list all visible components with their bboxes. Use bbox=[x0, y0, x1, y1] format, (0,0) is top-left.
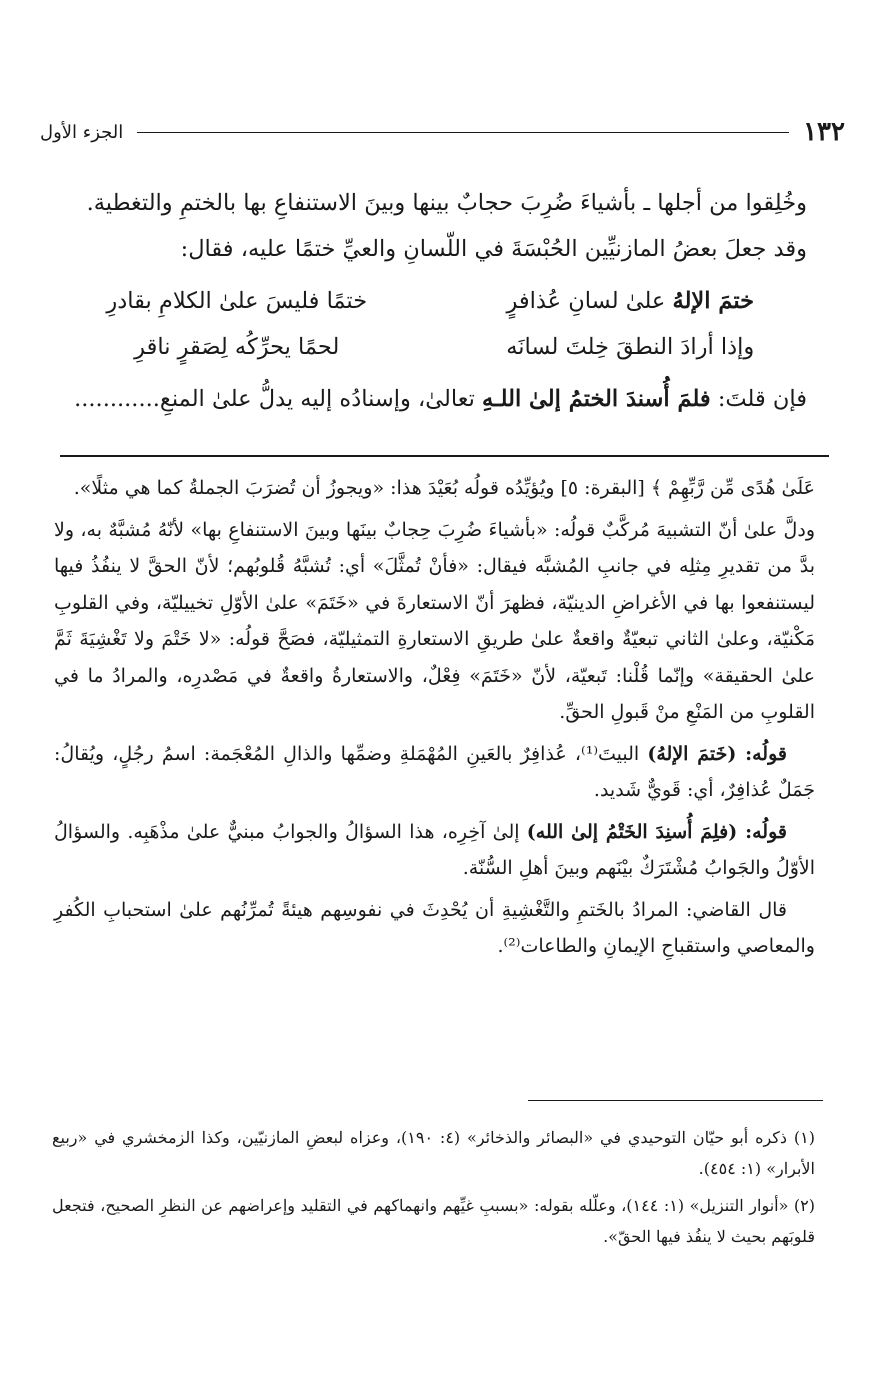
commentary-p2-bold: قولُه: (خَتمَ الإلهُ) bbox=[647, 742, 787, 765]
verse-1-second-hemistich: ختمًا فليسَ علىٰ الكلامِ بقادرِ bbox=[106, 288, 368, 314]
running-title: الجزء الأول bbox=[40, 121, 124, 143]
commentary-p3 bbox=[54, 814, 815, 887]
verse-1-first-rest: علىٰ لسانِ عُذافرٍ bbox=[506, 288, 673, 314]
commentary-p2-rest: البيتَ⁽¹⁾، عُذافِرٌ بالعَينِ المُهْمَلةِ وضمِّها والذالِ المُعْجَمة: اسمُ رجُلٍ، ويُقالُ: جَمَلٌ عُذافِرٌ، أي: قَويٌّ شَديد. bbox=[54, 742, 815, 801]
verse-1-first-hemistich bbox=[454, 278, 808, 324]
verse-2-first-hemistich: وإذا أرادَ النطقَ خِلتَ لسانَه bbox=[506, 334, 755, 360]
question-line bbox=[60, 376, 807, 422]
footnotes bbox=[52, 1122, 815, 1258]
footnote-divider bbox=[528, 1100, 823, 1101]
verse-1-bold: ختمَ الإلهُ bbox=[672, 288, 755, 314]
commentary-p1-line1: عَلَىٰ هُدًى مِّن رَّبِّهِمْ ﴾ [البقرة: ٥] ويُؤيِّدُه قولُه بُعَيْدَ هذا: «ويجوزُ أن تُضرَبَ الجملةُ كما هي مثلًا». bbox=[73, 477, 815, 499]
footnote-2: (٢) «أنوار التنزيل» (١: ١٤٤)، وعلّله بقوله: «بسببِ غيِّهم وانهماكهم في التقليد وإعراضهم عن النظرِ الصحيح، فتجعل قلوبَهم بحيث لا ينفُذ فيها الحقّ». bbox=[52, 1196, 816, 1246]
header-rule bbox=[137, 132, 789, 133]
commentary-p2 bbox=[54, 736, 815, 809]
page-header bbox=[40, 112, 845, 152]
main-text bbox=[60, 180, 807, 422]
question-prefix: فإن قلتَ: bbox=[710, 386, 807, 412]
main-divider bbox=[60, 455, 829, 457]
main-line-2: وقد جعلَ بعضُ المازنيِّين الحُبْسَةَ في اللّسانِ والعيِّ ختمًا عليه، فقال: bbox=[180, 236, 807, 262]
footnote-1: (١) ذكره أبو حيّان التوحيدي في «البصائر والذخائر» (٤: ١٩٠)، وعزاه لبعضِ المازنيّين، وكذا الزمخشري في «ربيع الأبرار» (١: ٤٥٤). bbox=[52, 1128, 815, 1178]
question-rest: تعالىٰ، وإسنادُه إليه يدلُّ علىٰ المنعِ............ bbox=[74, 386, 482, 412]
page-number: ١٣٢ bbox=[803, 117, 845, 147]
verse-2-second-hemistich: لحمًا يحرِّكُه لِصَقرٍ ناقرِ bbox=[134, 334, 340, 360]
commentary-p3-rest: إلىٰ آخِرِه، هذا السؤالُ والجوابُ مبنيٌّ علىٰ مذْهَبِه. والسؤالُ الأوّلُ والجَوابُ مُشْتَرَكٌ بيْنَهم وبينَ أهلِ السُّنّة. bbox=[54, 820, 815, 879]
main-line-1: وخُلِقوا من أجلها ـ بأشياءَ ضُرِبَ حجابٌ بينها وبينَ الاستنفاعِ بها بالختمِ والتغطية. bbox=[86, 190, 807, 216]
commentary bbox=[54, 470, 815, 970]
question-bold: فلمَ أُسندَ الختمُ إلىٰ اللـهِ bbox=[481, 386, 711, 412]
commentary-p4: قال القاضي: المرادُ بالخَتمِ والتَّغْشِيةِ أن يُحْدِثَ في نفوسِهم هيئةً تُمرِّنُهم علىٰ استحبابِ الكُفرِ والمعاصي واستقباحِ الإيمانِ والطاعات⁽²⁾. bbox=[54, 898, 815, 957]
commentary-p1-rest: ودلَّ علىٰ أنّ التشبيهَ مُركَّبٌ قولُه: «بأشياءَ ضُرِبَ حِجابٌ بينَها وبينَ الاستنفاعِ بها» لأنّهُ مُشبَّهٌ به، ولا بدَّ من تقديرِ مِثلِه في جانبِ المُشبَّه فيقال: «فأنْ تُمثَّلَ» أي: تُشبَّهُ قُلوبُهم؛ لأنّ الحقَّ لا ينفُذُ فيها ليستنفعوا بها في الأغراضِ الدينيّة، فظهرَ أنّ الاستعارةَ في «خَتَمَ» علىٰ الأوّلِ تخييليّة، وفي القلوبِ مَكْنيّة، وعلىٰ الثاني تبعيّةٌ واقعةٌ علىٰ طريقِ الاستعارةِ التمثيليّة، فصَحَّ قولُه: «لا خَتْمَ ولا تَغْشِيَةَ ثَمَّ علىٰ الحقيقة» وإنّما قُلْنا: تَبعيّة، لأنّ «خَتَمَ» فِعْلٌ، والاستعارةُ واقعةٌ في مَصْدرِه، والمرادُ ما في القلوبِ من المَنْعِ منْ قَبولِ الحقِّ. bbox=[54, 518, 815, 723]
commentary-p3-bold: قولُه: (فلِمَ أُسنِدَ الخَتْمُ إلىٰ الله) bbox=[526, 820, 787, 843]
poem-verses bbox=[60, 278, 807, 370]
